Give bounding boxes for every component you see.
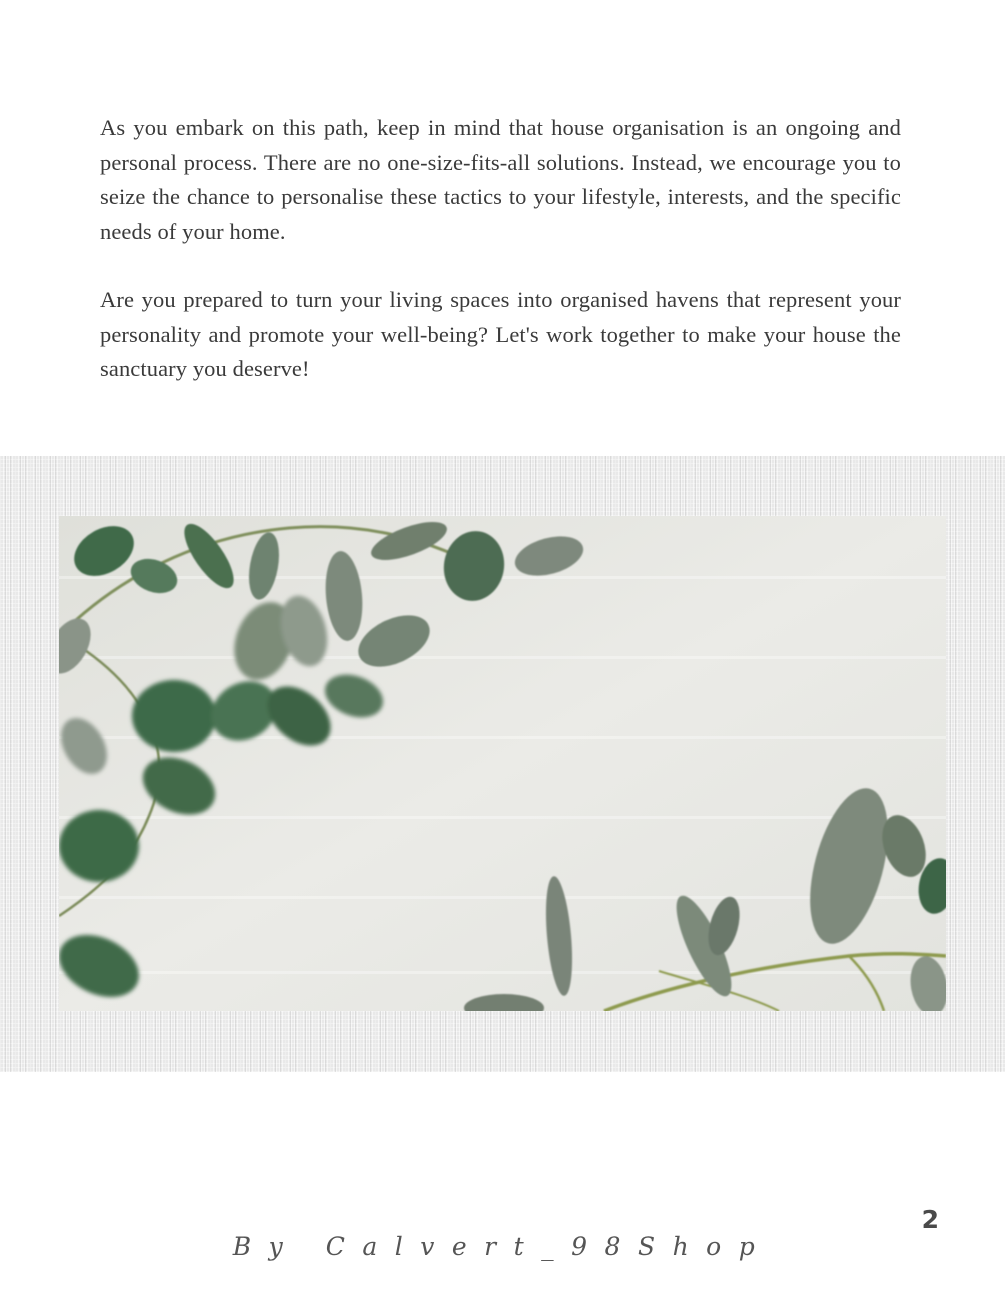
intro-paragraph: As you embark on this path, keep in mind that house organisation is an ongoing and personal process. There are no one-size-fits-all solutions. Instead, we encourage you to seize the chance to personalise these tactics to your lifestyle, interests, and the specific needs of your home. <box>100 115 901 244</box>
page-number: 2 <box>921 1205 939 1234</box>
call-to-action-paragraph: Are you prepared to turn your living spaces into organised havens that represent your personality and promote your well-being? Let's work together to make your house the sanctuary you deserve! <box>100 287 901 381</box>
author-byline: By Calvert_98Shop <box>232 1232 773 1261</box>
eucalyptus-photo <box>59 516 946 1011</box>
